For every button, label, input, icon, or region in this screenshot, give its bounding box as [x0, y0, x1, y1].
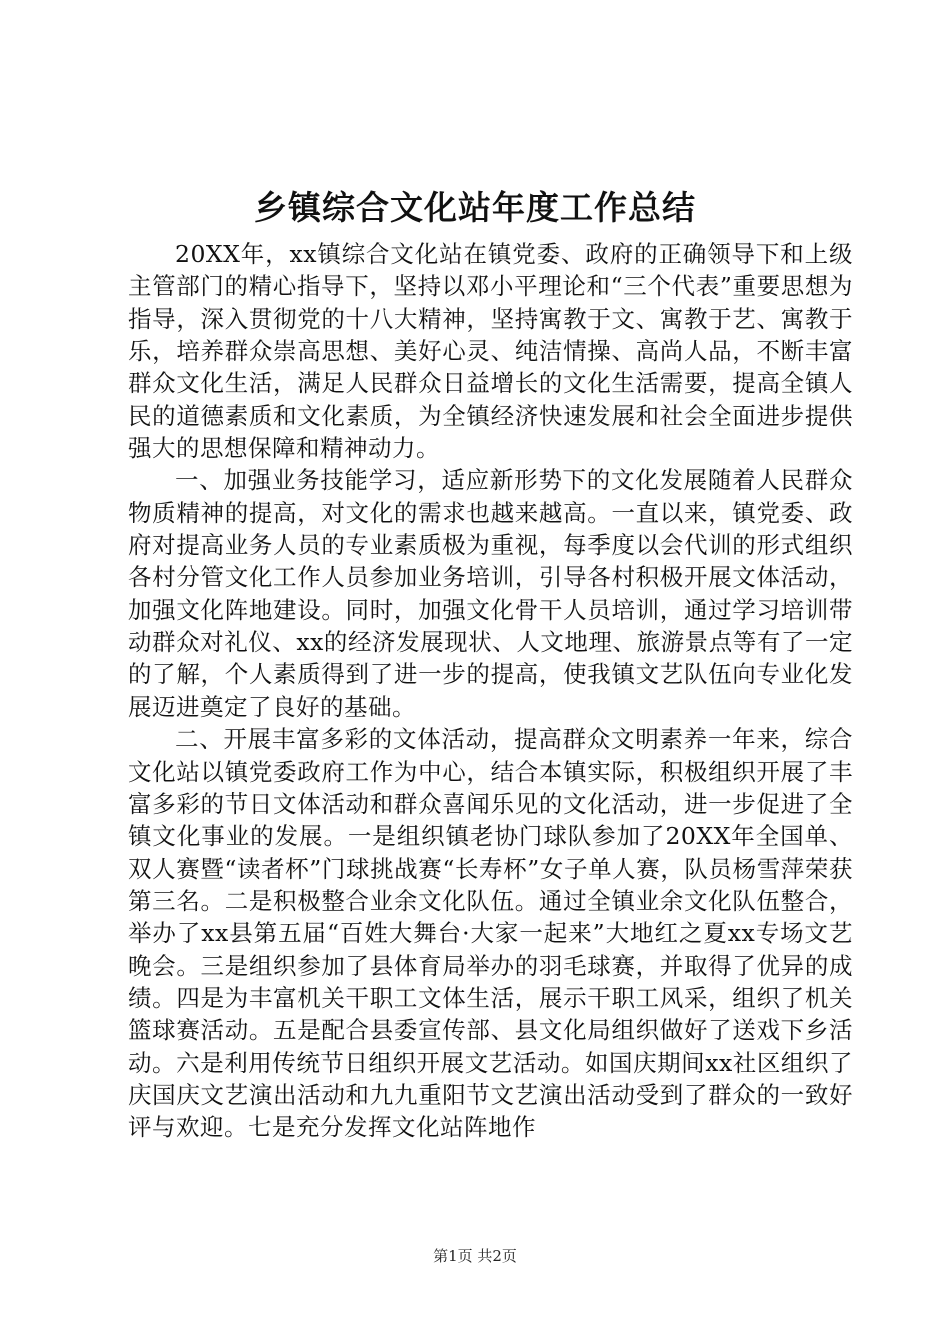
paragraph-section-1: 一、加强业务技能学习，适应新形势下的文化发展随着人民群众物质精神的提高，对文化的需求也越来越高。一直以来，镇党委、政府对提高业务人员的专业素质极为重视，每季度以会代训的形式组织各村分管文化工作人员参加业务培训，引导各村积极开展文体活动，加强文化阵地建设。同时，加强文化骨干人员培训，通过学习培训带动群众对礼仪、xx的经济发展现状、人文地理、旅游景点等有了一定的了解，个人素质得到了进一步的提高，使我镇文艺队伍向专业化发展迈进奠定了良好的基础。	[128, 466, 853, 721]
page-footer: 第1页 共2页	[433, 1247, 517, 1265]
document-body	[128, 238, 853, 1144]
paragraph-intro: 20XX年，xx镇综合文化站在镇党委、政府的正确领导下和上级主管部门的精心指导下，坚持以邓小平理论和“三个代表”重要思想为指导，深入贯彻党的十八大精神，坚持寓教于文、寓教于艺、寓教于乐，培养群众崇高思想、美好心灵、纯洁情操、高尚人品，不断丰富群众文化生活，满足人民群众日益增长的文化生活需要，提高全镇人民的道德素质和文化素质，为全镇经济快速发展和社会全面进步提供强大的思想保障和精神动力。	[128, 240, 853, 463]
paragraph-section-2: 二、开展丰富多彩的文体活动，提高群众文明素养一年来，综合文化站以镇党委政府工作为中心，结合本镇实际，积极组织开展了丰富多彩的节日文体活动和群众喜闻乐见的文化活动，进一步促进了全镇文化事业的发展。一是组织镇老协门球队参加了20XX年全国单、双人赛暨“读者杯”门球挑战赛“长寿杯”女子单人赛，队员杨雪萍荣获第三名。二是积极整合业余文化队伍。通过全镇业余文化队伍整合，举办了xx县第五届“百姓大舞台·大家一起来”大地红之夏xx专场文艺晚会。三是组织参加了县体育局举办的羽毛球赛，并取得了优异的成绩。四是为丰富机关干职工文体生活，展示干职工风采，组织了机关篮球赛活动。五是配合县委宣传部、县文化局组织做好了送戏下乡活动。六是利用传统节日组织开展文艺活动。如国庆期间xx社区组织了庆国庆文艺演出活动和九九重阳节文艺演出活动受到了群众的一致好评与欢迎。七是充分发挥文化站阵地作	[128, 725, 853, 1142]
document-title: 乡镇综合文化站年度工作总结	[254, 188, 696, 227]
